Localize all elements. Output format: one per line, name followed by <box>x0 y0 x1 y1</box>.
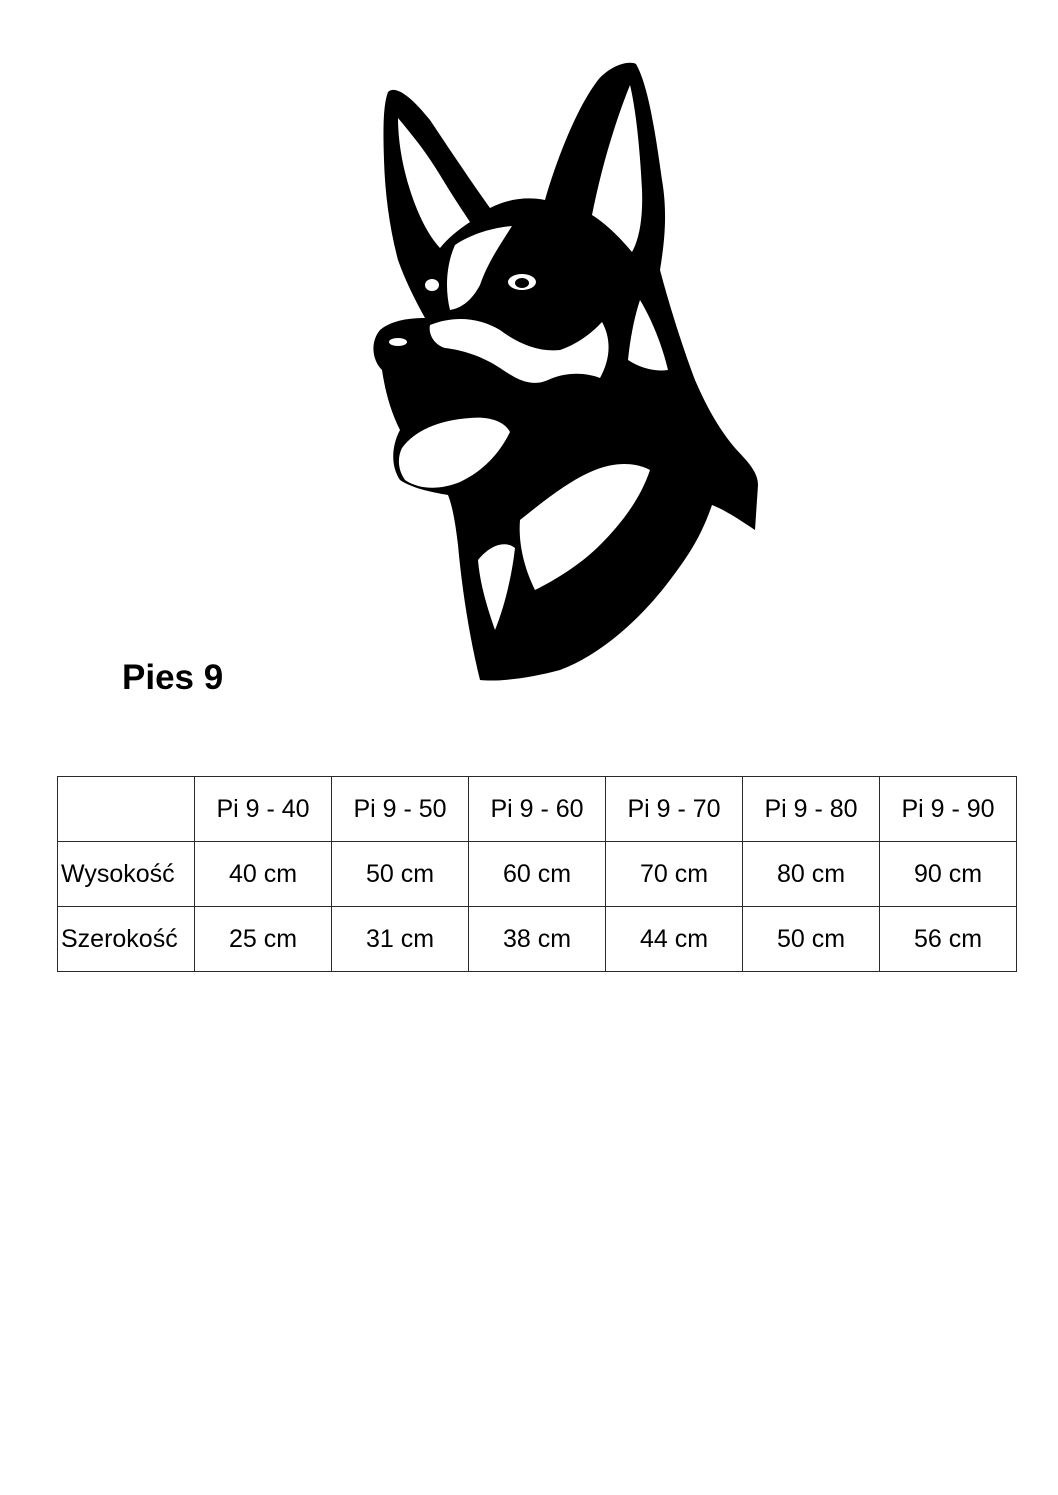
row-label: Wysokość <box>58 842 195 907</box>
table-cell: 70 cm <box>606 842 743 907</box>
table-cell: 60 cm <box>469 842 606 907</box>
nose <box>376 332 424 364</box>
column-header: Pi 9 - 80 <box>743 777 880 842</box>
page-title: Pies 9 <box>122 658 224 697</box>
table-row-width <box>58 907 1017 972</box>
column-header: Pi 9 - 70 <box>606 777 743 842</box>
column-header: Pi 9 - 90 <box>880 777 1017 842</box>
column-header: Pi 9 - 50 <box>332 777 469 842</box>
column-header: Pi 9 - 60 <box>469 777 606 842</box>
row-label: Szerokość <box>58 907 195 972</box>
table-cell: 90 cm <box>880 842 1017 907</box>
column-header: Pi 9 - 40 <box>195 777 332 842</box>
table-header-row <box>58 777 1017 842</box>
table-cell: 56 cm <box>880 907 1017 972</box>
table-cell: 38 cm <box>469 907 606 972</box>
table-cell: 50 cm <box>743 907 880 972</box>
far-eye <box>425 279 439 291</box>
table-cell: 40 cm <box>195 842 332 907</box>
nose-highlight <box>389 338 407 346</box>
table-corner-cell <box>58 777 195 842</box>
table-cell: 50 cm <box>332 842 469 907</box>
table-cell: 31 cm <box>332 907 469 972</box>
table-cell: 44 cm <box>606 907 743 972</box>
table-cell: 80 cm <box>743 842 880 907</box>
table-row-height <box>58 842 1017 907</box>
eye-pupil <box>515 278 529 288</box>
table-cell: 25 cm <box>195 907 332 972</box>
german-shepherd-illustration <box>360 55 770 690</box>
size-table <box>57 776 1017 972</box>
